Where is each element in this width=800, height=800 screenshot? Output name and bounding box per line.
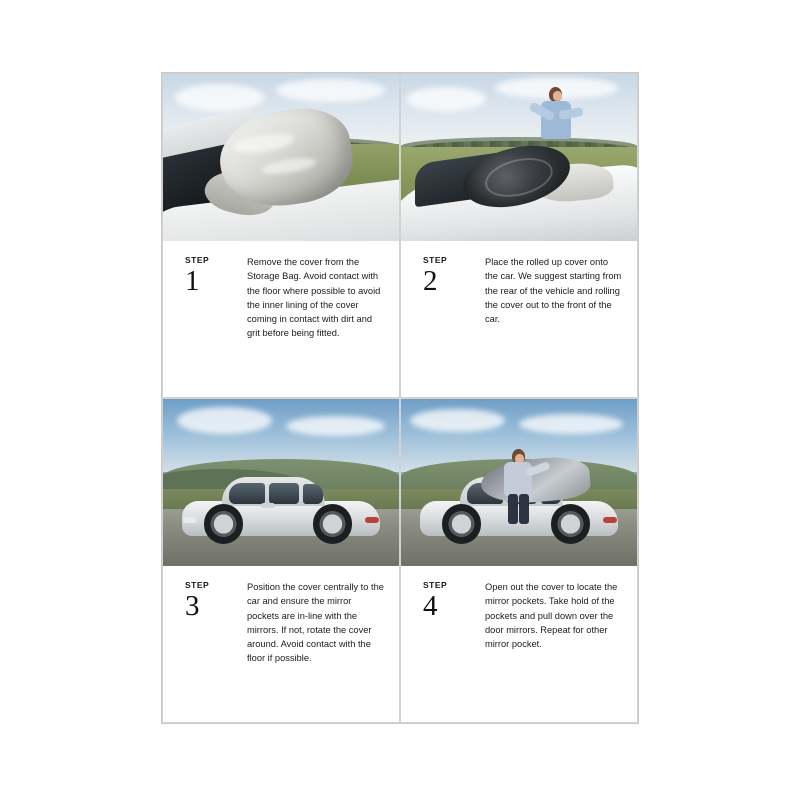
- step-4-marker: [423, 580, 485, 712]
- car-window: [303, 484, 323, 504]
- step-3-photo: [163, 399, 399, 566]
- car-wheel: [442, 504, 482, 544]
- cloud-shape: [406, 87, 486, 110]
- step-2-marker: [423, 255, 485, 387]
- step-1-text: Remove the cover from the Storage Bag. Avoid contact with the floor where possible to avoid the inner lining of the cover coming in contact with dirt and grit before being fitted.: [247, 257, 381, 339]
- cloud-shape: [286, 416, 385, 436]
- step-2-photo: [401, 74, 637, 241]
- person-torso: [541, 101, 571, 139]
- step-2-text: Place the rolled up cover onto the car. We suggest starting from the rear of the vehicle and rolling the cover out to the front of the car.: [485, 257, 622, 325]
- car-wheel: [204, 504, 244, 544]
- step-1-marker: [185, 255, 247, 387]
- instruction-sheet: [161, 72, 639, 724]
- step-panel-4: [400, 398, 638, 723]
- step-label: STEP: [185, 580, 210, 590]
- step-3-marker: [185, 580, 247, 712]
- step-4-caption: [401, 566, 637, 722]
- step-number: 2: [423, 265, 438, 297]
- cover-fold: [232, 130, 295, 156]
- step-4-photo: [401, 399, 637, 566]
- cloud-shape: [177, 407, 271, 434]
- silver-car: [182, 476, 380, 543]
- step-number: 4: [423, 590, 438, 622]
- step-1-caption: [163, 241, 399, 397]
- step-2-caption: [401, 241, 637, 397]
- car-window: [229, 483, 265, 504]
- person-arm: [559, 107, 584, 120]
- step-panel-3: [162, 398, 400, 723]
- step-panel-2: [400, 73, 638, 398]
- person-leg: [508, 494, 518, 524]
- cover-fold: [260, 155, 317, 177]
- car-wheel: [313, 504, 353, 544]
- cloud-shape: [175, 84, 265, 111]
- car-window: [269, 483, 299, 504]
- tail-light: [365, 517, 379, 523]
- step-label: STEP: [423, 255, 448, 265]
- step-label: STEP: [185, 255, 210, 265]
- headlight: [183, 517, 197, 523]
- step-panel-1: [162, 73, 400, 398]
- step-number: 3: [185, 590, 200, 622]
- step-3-text: Position the cover centrally to the car and ensure the mirror pockets are in-line with the mirrors. If not, rotate the cover around. Avoid contact with the floor if possible.: [247, 582, 384, 664]
- step-number: 1: [185, 265, 200, 297]
- tail-light: [603, 517, 617, 523]
- person-face: [553, 91, 562, 101]
- step-4-text: Open out the cover to locate the mirror pockets. Take hold of the pockets and pull down over the door mirrors. Repeat for other mirror pocket.: [485, 582, 618, 650]
- person-leg: [519, 494, 529, 524]
- cloud-shape: [519, 414, 623, 434]
- person-fitting-cover: [498, 449, 560, 541]
- step-label: STEP: [423, 580, 448, 590]
- step-1-photo: [163, 74, 399, 241]
- step-3-caption: [163, 566, 399, 722]
- door-mirror: [261, 503, 275, 508]
